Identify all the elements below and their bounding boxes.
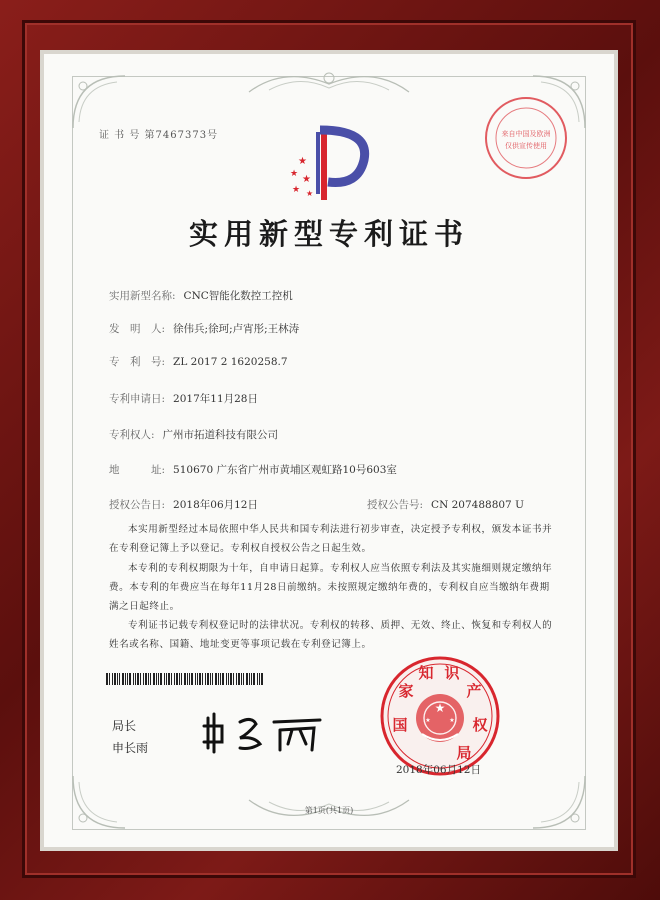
cnipa-seal-icon bbox=[378, 654, 502, 778]
field-utility-name: 实用新型名称: CNC智能化数控工控机 bbox=[109, 290, 293, 302]
field-patent-holder: 专利权人: 广州市拓道科技有限公司 bbox=[109, 429, 279, 441]
seal-date: 2018年06月12日 bbox=[396, 764, 481, 776]
svg-text:★: ★ bbox=[306, 189, 314, 198]
corner-flourish-icon bbox=[69, 772, 129, 832]
certificate-title: 实用新型专利证书 bbox=[188, 217, 469, 251]
svg-text:识: 识 bbox=[444, 664, 460, 682]
svg-text:★: ★ bbox=[434, 701, 446, 715]
svg-text:知: 知 bbox=[418, 664, 434, 682]
svg-text:国: 国 bbox=[392, 716, 408, 734]
paragraph-term: 本专利的专利权期限为十年，自申请日起算。专利权人应当依照专利法及其实施细则规定缴纳年费。本专利的年费应当在每年11月28日前缴纳。未按照规定缴纳年费的，专利权自应当缴纳年费期满之日起终止。 bbox=[109, 563, 553, 612]
svg-text:局: 局 bbox=[456, 744, 472, 762]
certificate-number: 证 书 号 第7467373号 bbox=[99, 130, 219, 141]
field-inventor: 发 明 人: 徐伟兵;徐珂;卢宵彤;王林涛 bbox=[109, 323, 300, 335]
page-number: 第1页(共1页) bbox=[304, 806, 354, 815]
top-ornament-icon bbox=[239, 64, 419, 98]
director-name: 申长雨 bbox=[112, 741, 149, 755]
svg-text:★: ★ bbox=[302, 174, 311, 185]
barcode-icon bbox=[106, 673, 266, 685]
signature-icon bbox=[200, 708, 330, 754]
field-address: 地 址: 510670 广东省广州市黄埔区观虹路10号603室 bbox=[109, 464, 397, 476]
top-stamp-label: 来自中国及欧洲 bbox=[501, 130, 551, 138]
svg-text:权: 权 bbox=[472, 716, 488, 734]
svg-text:★: ★ bbox=[425, 717, 431, 724]
paragraph-decision: 本实用新型经过本局依照中华人民共和国专利法进行初步审查，决定授予专利权，颁发本证书并在专利登记簿上予以登记。专利权自授权公告之日起生效。 bbox=[109, 524, 553, 554]
corner-flourish-icon bbox=[529, 772, 589, 832]
certificate-paper bbox=[44, 54, 614, 847]
svg-text:★: ★ bbox=[290, 169, 299, 179]
svg-text:★: ★ bbox=[292, 185, 301, 195]
field-grant-date: 授权公告日: 2018年06月12日 bbox=[109, 499, 258, 511]
field-patent-number: 专 利 号: ZL 2017 2 1620258.7 bbox=[109, 356, 288, 368]
cnipa-logo-icon bbox=[284, 124, 374, 204]
paragraph-legal-status: 专利证书记载专利权登记时的法律状况。专利权的转移、质押、无效、终止、恢复和专利权人的姓名或名称、国籍、地址变更等事项记载在专利登记簿上。 bbox=[109, 620, 553, 650]
svg-text:★: ★ bbox=[298, 156, 307, 167]
field-filing-date: 专利申请日: 2017年11月28日 bbox=[109, 393, 258, 405]
top-stamp-icon bbox=[482, 94, 570, 182]
field-grant-number: 授权公告号: CN 207488807 U bbox=[367, 499, 524, 511]
top-stamp-sublabel: 仅供宣传使用 bbox=[505, 142, 547, 150]
director-title: 局长 bbox=[112, 719, 137, 733]
svg-text:家: 家 bbox=[398, 682, 414, 700]
corner-flourish-icon bbox=[69, 72, 129, 132]
svg-text:★: ★ bbox=[449, 717, 455, 724]
svg-text:产: 产 bbox=[466, 682, 482, 700]
